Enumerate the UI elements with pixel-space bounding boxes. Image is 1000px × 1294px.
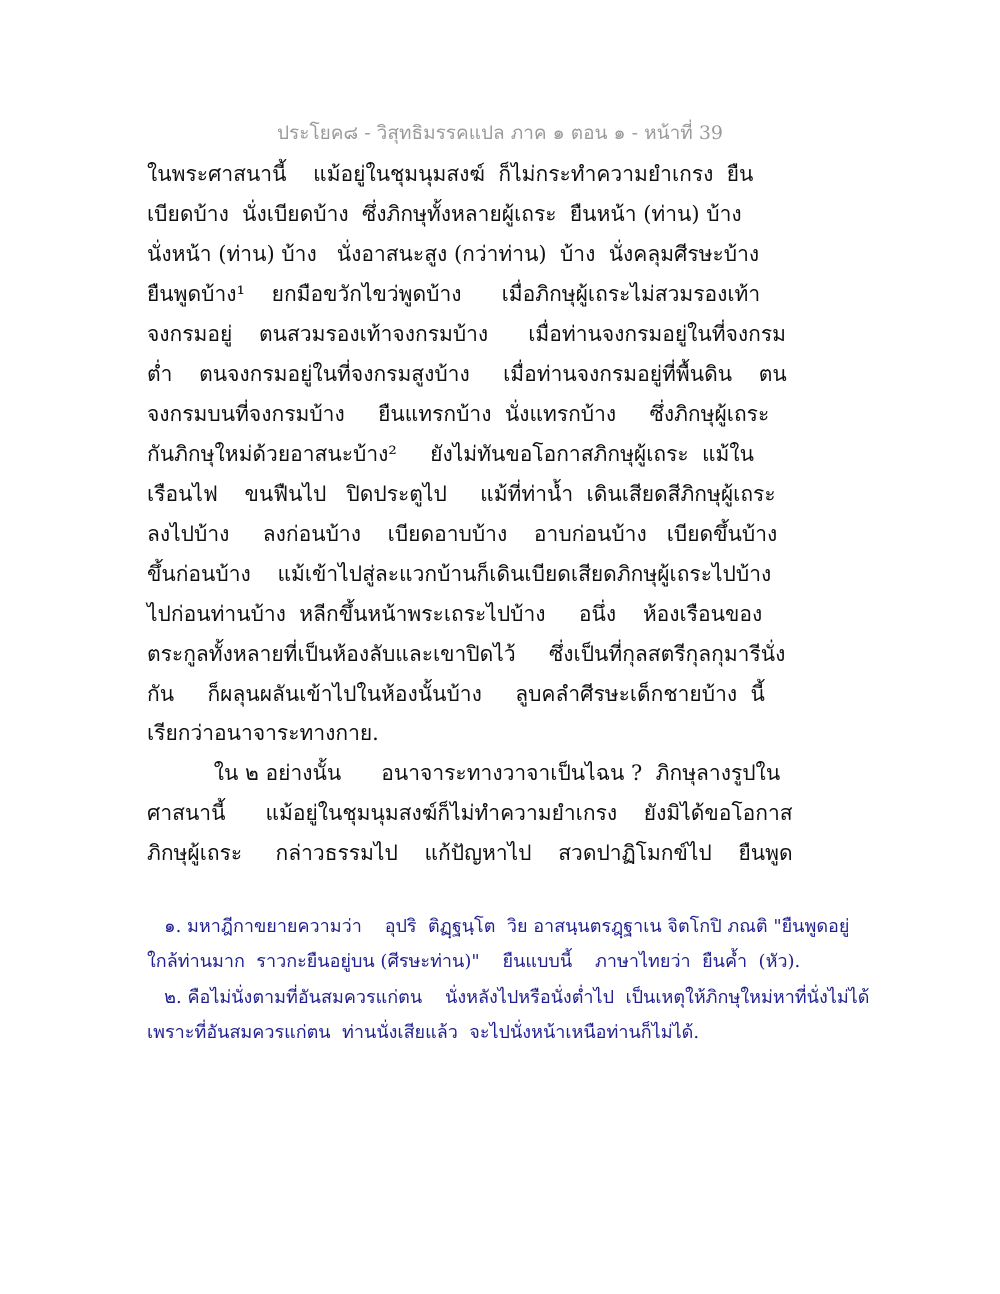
body-line: ในพระศาสนานี้ แม้อยู่ในชุมนุมสงฆ์ ก็ไม่กระทำความยำเกรง ยืน xyxy=(147,162,754,186)
body-line: ภิกษุผู้เถระ กล่าวธรรมไป แก้ปัญหาไป สวดปาฏิโมกข์ไป ยืนพูด xyxy=(147,841,793,865)
footnote-line: ๑. มหาฎีกาขยายความว่า อุปริ ติฏฺฐนฺโต วิย อาสนฺนตรฎฺฐาเน จิตโกปิ ภณติ "ยืนพูดอยู่ xyxy=(147,916,850,937)
footnote-line: ๒. คือไม่นั่งตามที่อันสมควรแก่ตน นั่งหลังไปหรือนั่งต่ำไป เป็นเหตุให้ภิกษุใหม่หาที่นั่งไม่ได้ xyxy=(147,987,870,1008)
body-line: กัน ก็ผลุนผลันเข้าไปในห้องนั้นบ้าง ลูบคลำศีรษะเด็กชายบ้าง นี้ xyxy=(147,682,765,706)
body-line: จงกรมบนที่จงกรมบ้าง ยืนแทรกบ้าง นั่งแทรกบ้าง ซึ่งภิกษุผู้เถระ xyxy=(147,402,770,426)
body-line: ขึ้นก่อนบ้าง แม้เข้าไปสู่ละแวกบ้านก็เดินเบียดเสียดภิกษุผู้เถระไปบ้าง xyxy=(147,562,772,586)
body-line: เรือนไฟ ขนฟืนไป ปิดประตูไป แม้ที่ท่าน้ำ เดินเสียดสีภิกษุผู้เถระ xyxy=(147,482,776,506)
body-line: ศาสนานี้ แม้อยู่ในชุมนุมสงฆ์ก็ไม่ทำความยำเกรง ยังมิได้ขอโอกาส xyxy=(147,801,793,825)
footnote-line: ใกล้ท่านมาก ราวกะยืนอยู่บน (ศีรษะท่าน)" ยืนแบบนี้ ภาษาไทยว่า ยืนค้ำ (หัว). xyxy=(147,951,801,972)
body-line: ลงไปบ้าง ลงก่อนบ้าง เบียดอาบบ้าง อาบก่อนบ้าง เบียดขึ้นบ้าง xyxy=(147,522,778,546)
body-line: ต่ำ ตนจงกรมอยู่ในที่จงกรมสูงบ้าง เมื่อท่านจงกรมอยู่ที่พื้นดิน ตน xyxy=(147,362,787,386)
body-line: ไปก่อนท่านบ้าง หลีกขึ้นหน้าพระเถระไปบ้าง อนึ่ง ห้องเรือนของ xyxy=(147,602,763,626)
footnote-line: เพราะที่อันสมควรแก่ตน ท่านนั่งเสียแล้ว จะไปนั่งหน้าเหนือท่านก็ไม่ได้. xyxy=(147,1022,700,1043)
body-line: จงกรมอยู่ ตนสวมรองเท้าจงกรมบ้าง เมื่อท่านจงกรมอยู่ในที่จงกรม xyxy=(147,322,787,346)
body-line: ตระกูลทั้งหลายที่เป็นห้องลับและเขาปิดไว้ ซึ่งเป็นที่กุลสตรีกุลกุมารีนั่ง xyxy=(147,642,786,666)
body-line: ยืนพูดบ้าง¹ ยกมือขวักไขว่พูดบ้าง เมื่อภิกษุผู้เถระไม่สวมรองเท้า xyxy=(147,282,761,306)
body-line: ใน ๒ อย่างนั้น อนาจาระทางวาจาเป็นไฉน ? ภิกษุลางรูปใน xyxy=(147,761,781,785)
body-line: เบียดบ้าง นั่งเบียดบ้าง ซึ่งภิกษุทั้งหลายผู้เถระ ยืนหน้า (ท่าน) บ้าง xyxy=(147,202,742,226)
body-line: เรียกว่าอนาจาระทางกาย. xyxy=(147,721,379,745)
page-header: ประโยค๘ - วิสุทธิมรรคแปล ภาค ๑ ตอน ๑ - หน้าที่ 39 xyxy=(277,122,723,144)
body-line: นั่งหน้า (ท่าน) บ้าง นั่งอาสนะสูง (กว่าท่าน) บ้าง นั่งคลุมศีรษะบ้าง xyxy=(147,242,760,266)
body-line: กันภิกษุใหม่ด้วยอาสนะบ้าง² ยังไม่ทันขอโอกาสภิกษุผู้เถระ แม้ใน xyxy=(147,442,755,466)
